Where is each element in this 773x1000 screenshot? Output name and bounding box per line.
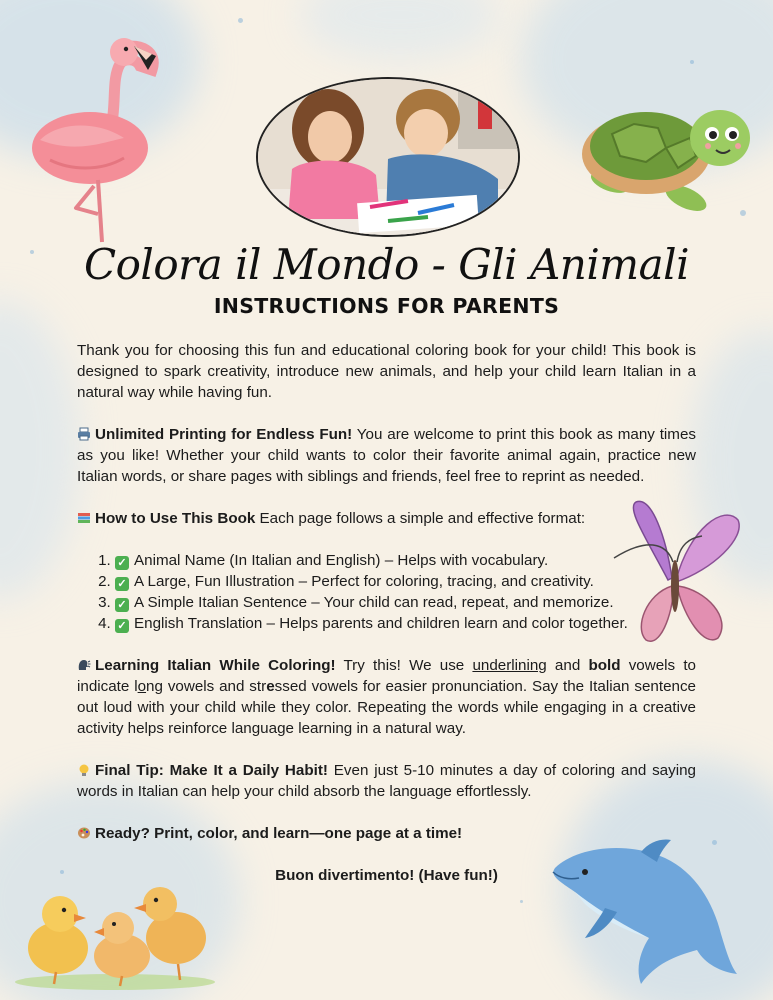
printing-text: You are welcome to print this book as many times as you like! Whether your child wants to color their favorite animal again, practice new Italian words, or share pages with siblings and friends, feel free to reprint as needed. xyxy=(77,426,696,485)
page-title: Colora il Mondo - Gli Animali xyxy=(83,240,690,289)
closing-line: Buon divertimento! (Have fun!) xyxy=(275,867,498,884)
howto-steps-list xyxy=(77,550,696,634)
learning-paragraph: Learning Italian While Coloring! Try this! We use underlining and bold vowels to indicate long vowels and stressed vowels for easier pronunciation. Say the Italian sentence out loud with your child while they color. Repeating the words while engaging in a creative activity helps reinforce language learning in a natural way. xyxy=(77,657,696,737)
light-bulb-icon xyxy=(77,763,91,777)
intro-paragraph: Thank you for choosing this fun and educational coloring book for your child! This book is designed to spark creativity, introduce new animals, and help your child learn Italian in a natural way while having fun. xyxy=(77,342,696,401)
check-mark-icon: ✓ xyxy=(115,556,129,570)
ready-text: Ready? Print, color, and learn—one page at a time! xyxy=(95,825,463,842)
tip-heading: Final Tip: Make It a Daily Habit! xyxy=(95,762,328,779)
check-mark-icon: ✓ xyxy=(115,577,129,591)
books-icon xyxy=(77,511,91,525)
tip-text: Even just 5-10 minutes a day of coloring and saying words in Italian can help your child absorb the language effortlessly. xyxy=(77,762,696,800)
children-coloring-photo xyxy=(256,77,520,237)
instructions-body xyxy=(77,340,696,907)
check-mark-icon: ✓ xyxy=(115,598,129,612)
list-item: 3. ✓ A Simple Italian Sentence – Your child can read, repeat, and memorize. xyxy=(115,592,696,613)
speaking-head-icon xyxy=(77,658,91,672)
learning-heading: Learning Italian While Coloring! xyxy=(95,657,336,674)
underlining-example: underlining xyxy=(472,657,547,674)
turtle-illustration xyxy=(566,94,756,216)
page-subtitle: INSTRUCTIONS FOR PARENTS xyxy=(213,294,560,318)
dolphin-illustration xyxy=(545,838,740,988)
butterfly-illustration xyxy=(606,498,744,656)
list-item: 1. ✓ Animal Name (In Italian and English) – Helps with vocabulary. xyxy=(115,550,696,571)
chicks-illustration xyxy=(10,880,220,990)
howto-text: Each page follows a simple and effective format: xyxy=(255,510,586,527)
list-item: 2. ✓ A Large, Fun Illustration – Perfect for coloring, tracing, and creativity. xyxy=(115,571,696,592)
list-item: 4. ✓ English Translation – Helps parents and children learn and color together. xyxy=(115,613,696,634)
printing-paragraph xyxy=(77,424,696,487)
howto-paragraph xyxy=(77,508,696,529)
howto-heading: How to Use This Book xyxy=(95,510,256,527)
palette-icon xyxy=(77,826,91,840)
long-vowel-example: o xyxy=(137,678,147,695)
check-mark-icon: ✓ xyxy=(115,619,129,633)
stressed-vowel-example: e xyxy=(266,678,275,695)
flamingo-illustration xyxy=(20,30,160,245)
tip-paragraph xyxy=(77,760,696,802)
printing-heading: Unlimited Printing for Endless Fun! xyxy=(95,426,353,443)
printer-icon xyxy=(77,427,91,441)
bold-example: bold xyxy=(588,657,621,674)
